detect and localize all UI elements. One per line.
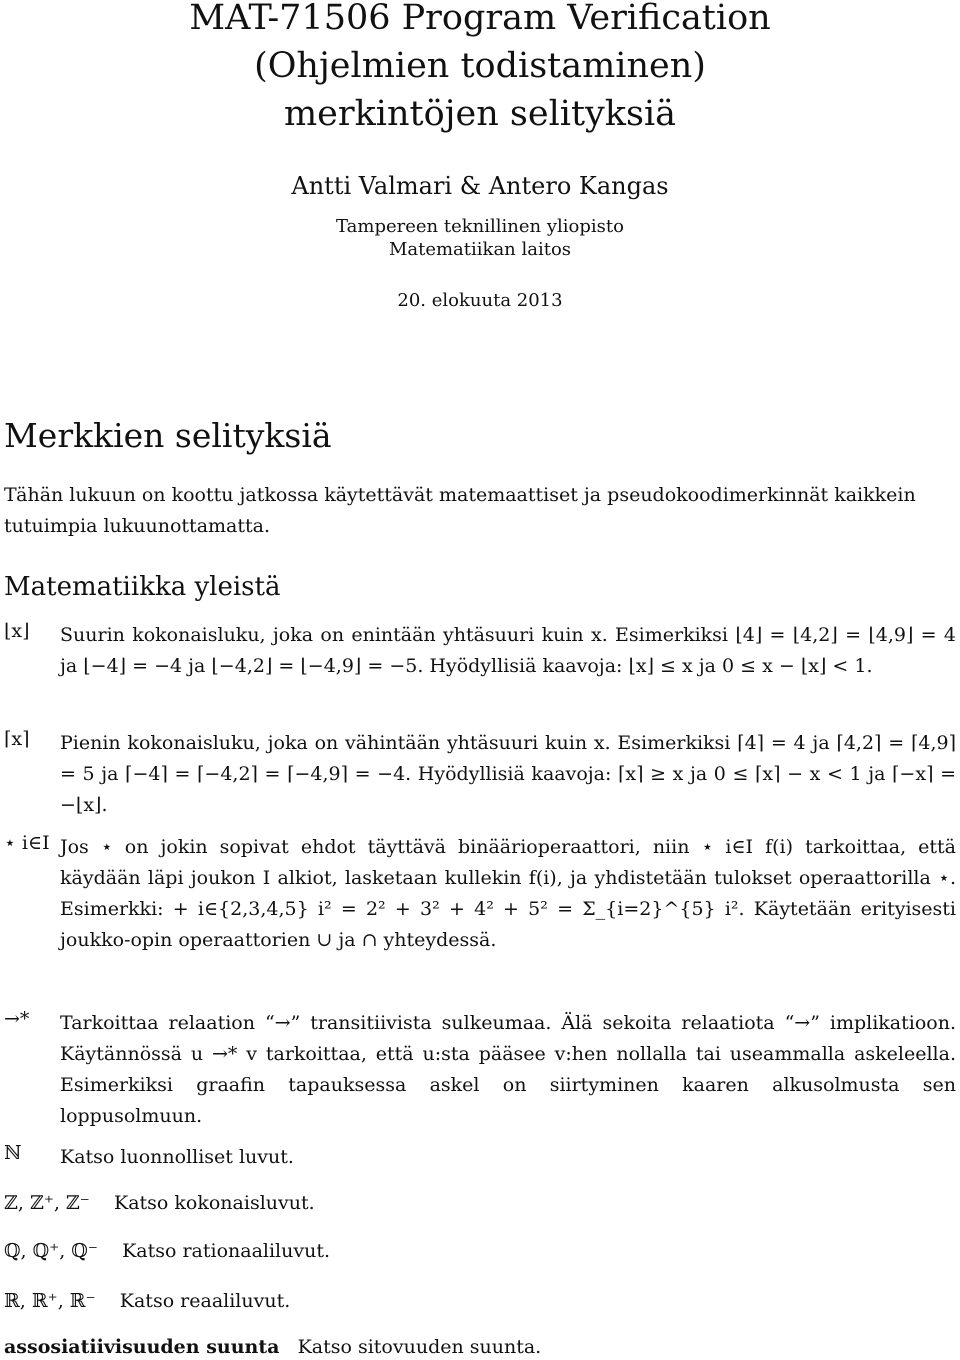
entry-description: Katso reaaliluvut. — [119, 1290, 291, 1312]
entry-term: ⌊x⌋ — [4, 620, 30, 642]
entry-description: Katso kokonaisluvut. — [114, 1192, 315, 1214]
entry-integers — [4, 1192, 315, 1214]
entry-description: Jos ⋆ on jokin sopivat ehdot täyttävä binäärioperaattori, niin ⋆ i∈I f(i) tarkoittaa, että käydään läpi joukon I alkiot, lasketaan kullekin f(i), ja yhdistetään tulokset operaattorilla ⋆. Esimerkki: + i∈{2,3,4,5} i² = 2² + 3² + 4² + 5² = Σ_{i=2}^{5} i². Käytetään erityisesti joukko-opin operaattorien ∪ ja ∩ yhteydessä. — [60, 836, 956, 951]
authors: Antti Valmari & Antero Kangas — [291, 172, 669, 200]
entry-term: ℝ, ℝ⁺, ℝ⁻ — [4, 1290, 96, 1312]
entry-term: assosiatiivisuuden suunta — [4, 1336, 280, 1358]
entry-reals — [4, 1290, 290, 1312]
entry-description: Suurin kokonaisluku, joka on enintään yhtäsuuri kuin x. Esimerkiksi ⌊4⌋ = ⌊4,2⌋ = ⌊4,9⌋ = 4 ja ⌊−4⌋ = −4 ja ⌊−4,2⌋ = ⌊−4,9⌋ = −5. Hyödyllisiä kaavoja: ⌊x⌋ ≤ x ja 0 ≤ x − ⌊x⌋ < 1. — [60, 624, 956, 677]
entry-description: Katso luonnolliset luvut. — [60, 1146, 294, 1168]
entry-term: ℕ — [4, 1142, 22, 1164]
entry-description: Katso sitovuuden suunta. — [297, 1336, 542, 1358]
entry-description: Katso rationaaliluvut. — [122, 1240, 331, 1262]
entry-description: Pienin kokonaisluku, joka on vähintään yhtäsuuri kuin x. Esimerkiksi ⌈4⌉ = 4 ja ⌈4,2⌉ = ⌈4,9⌉ = 5 ja ⌈−4⌉ = ⌈−4,2⌉ = ⌈−4,9⌉ = −4. Hyödyllisiä kaavoja: ⌈x⌉ ≥ x ja 0 ≤ ⌈x⌉ − x < 1 ja ⌈−x⌉ = −⌊x⌋. — [60, 732, 956, 816]
entry-term: →* — [4, 1008, 30, 1030]
document-title-line-2: (Ohjelmien todistaminen) — [254, 46, 706, 86]
entry-term: ℤ, ℤ⁺, ℤ⁻ — [4, 1192, 90, 1214]
entry-term: ⌈x⌉ — [4, 728, 30, 750]
date: 20. elokuuta 2013 — [397, 290, 563, 311]
entry-associativity — [4, 1336, 541, 1358]
document-title-line-1: MAT-71506 Program Verification — [189, 0, 771, 38]
entry-term: ⋆ i∈I — [4, 832, 50, 854]
document-title-line-3: merkintöjen selityksiä — [283, 94, 677, 134]
department: Matematiikan laitos — [388, 239, 572, 260]
entry-term: ℚ, ℚ⁺, ℚ⁻ — [4, 1240, 98, 1262]
entry-rationals — [4, 1240, 330, 1262]
section-title: Merkkien selityksiä — [4, 416, 332, 455]
entry-description: Tarkoittaa relaation “→” transitiivista sulkeumaa. Älä sekoita relaatiota “→” implikatioon. Käytännössä u →* v tarkoittaa, että u:sta pääsee v:hen nollalla tai useammalla askeleella. Esimerkiksi graafin tapauksessa askel on siirtyminen kaaren alkusolmusta sen loppusolmuun. — [60, 1012, 956, 1127]
section-intro: Tähän lukuun on koottu jatkossa käytettävät matemaattiset ja pseudokoodimerkinnät kaikkein tutuimpia lukuunottamatta. — [4, 484, 916, 537]
university: Tampereen teknillinen yliopisto — [336, 216, 624, 237]
subsection-title: Matematiikka yleistä — [4, 572, 281, 602]
